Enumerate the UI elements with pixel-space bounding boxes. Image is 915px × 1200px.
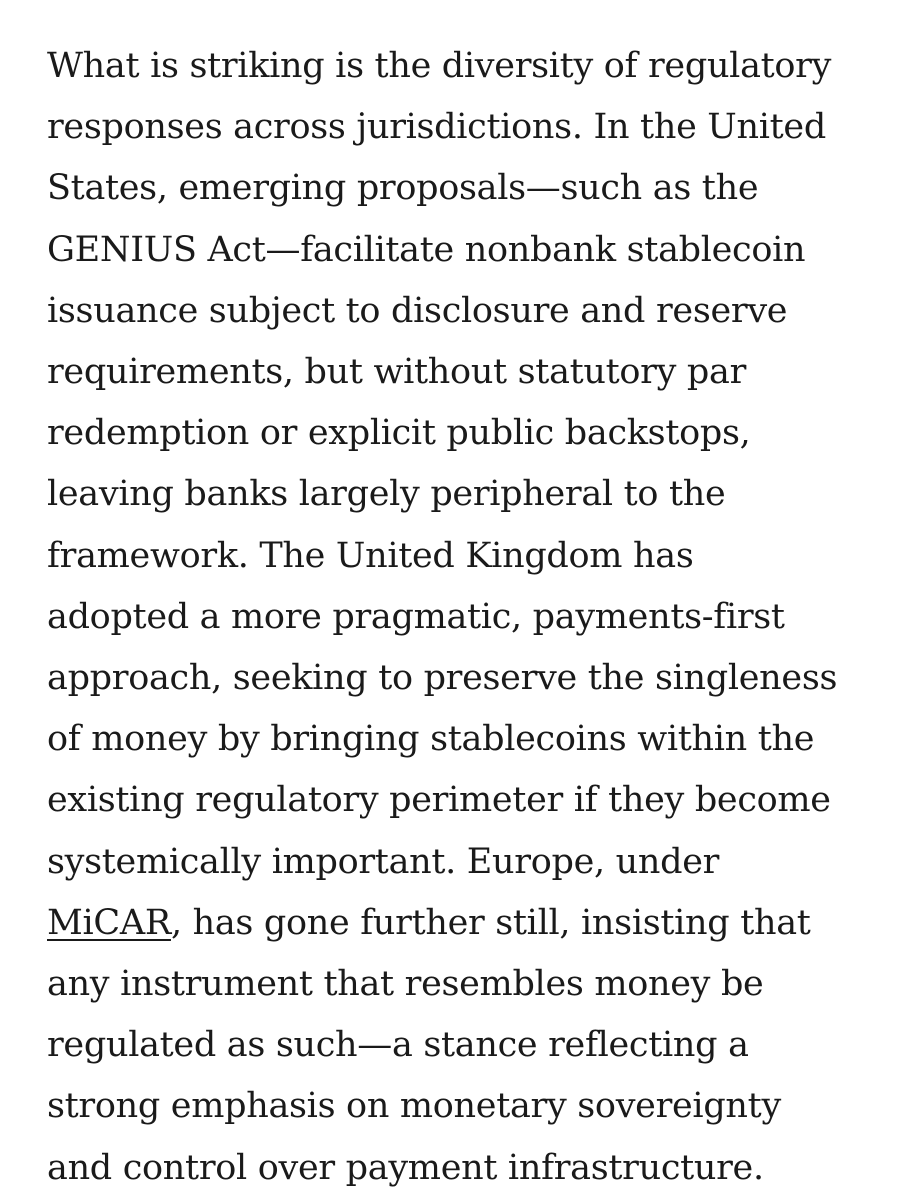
- paragraph-line: requirements, but without statutory par: [47, 352, 747, 393]
- paragraph-line: approach, seeking to preserve the singleness: [47, 658, 838, 699]
- article-paragraph: [47, 36, 897, 1199]
- paragraph-line-text: , has gone further still, insisting that: [170, 902, 811, 943]
- paragraph-line: issuance subject to disclosure and reserve: [47, 290, 788, 331]
- paragraph-line-with-link: [47, 893, 897, 954]
- paragraph-line: strong emphasis on monetary sovereignty: [47, 1086, 781, 1127]
- paragraph-line: any instrument that resembles money be: [47, 964, 764, 1005]
- micar-link[interactable]: MiCAR: [47, 902, 171, 943]
- paragraph-line: systemically important. Europe, under: [47, 841, 720, 882]
- paragraph-line: States, emerging proposals—such as the: [47, 168, 759, 209]
- paragraph-line: GENIUS Act—facilitate nonbank stablecoin: [47, 229, 806, 270]
- paragraph-line: existing regulatory perimeter if they become: [47, 780, 831, 821]
- paragraph-line: leaving banks largely peripheral to the: [47, 474, 726, 515]
- paragraph-line: What is striking is the diversity of regulatory: [47, 46, 832, 86]
- paragraph-line: responses across jurisdictions. In the United: [47, 107, 826, 148]
- paragraph-line: framework. The United Kingdom has: [47, 535, 694, 576]
- paragraph-line: of money by bringing stablecoins within the: [47, 719, 815, 760]
- paragraph-line: regulated as such—a stance reflecting a: [47, 1025, 749, 1066]
- paragraph-line: and control over payment infrastructure.: [47, 1147, 764, 1188]
- paragraph-line: adopted a more pragmatic, payments-first: [47, 596, 785, 637]
- paragraph-line: redemption or explicit public backstops,: [47, 413, 751, 454]
